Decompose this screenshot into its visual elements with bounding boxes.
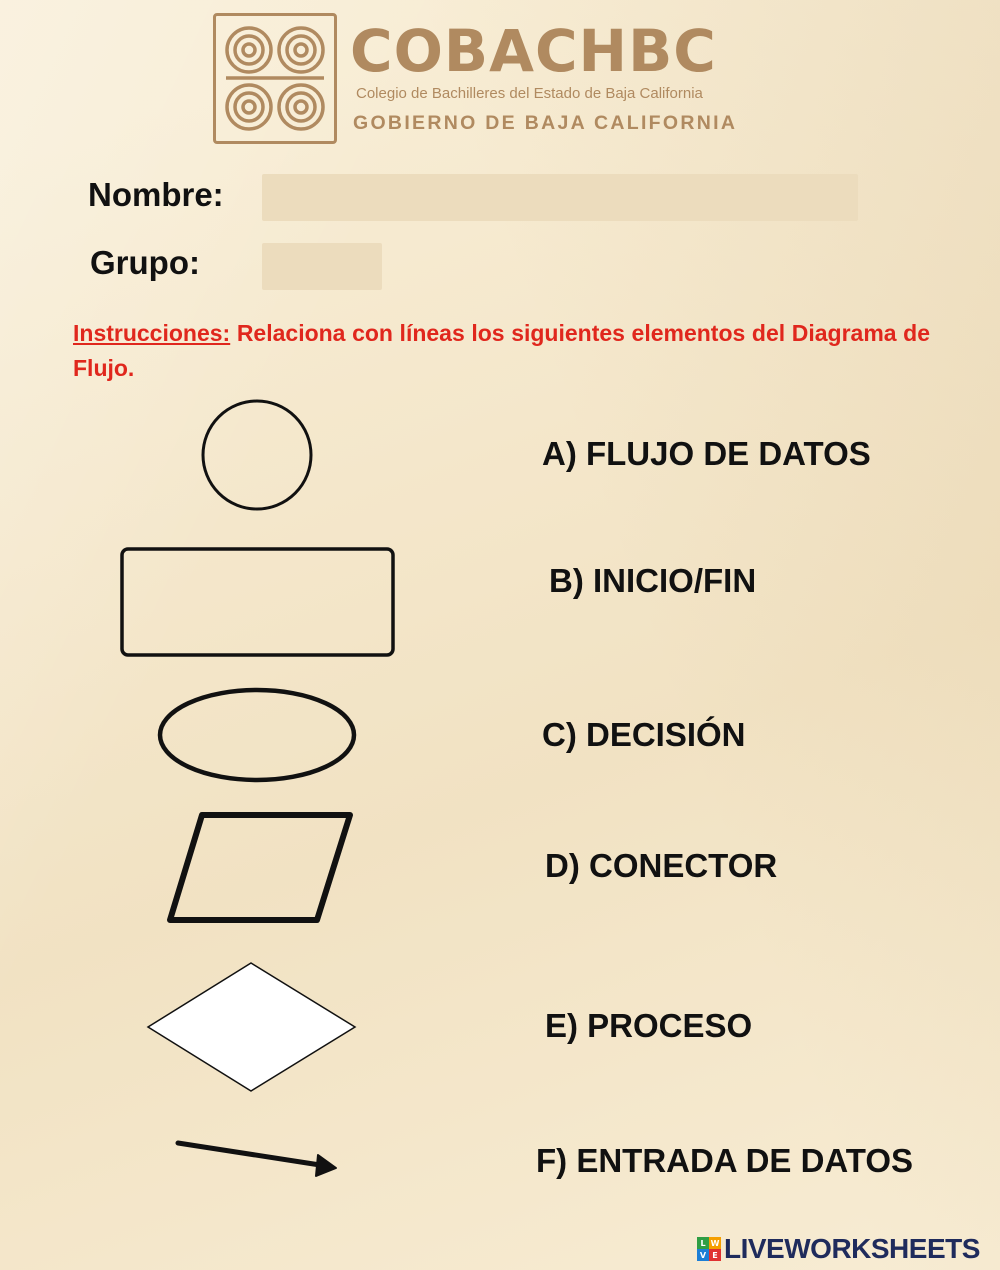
- parallelogram-shape: [170, 815, 350, 920]
- instructions-text: Relaciona con líneas los siguientes elementos del Diagrama de Flujo.: [73, 320, 930, 381]
- option-e[interactable]: E) PROCESO: [545, 1007, 753, 1044]
- option-a[interactable]: A) FLUJO DE DATOS: [542, 435, 871, 472]
- name-label: Nombre:: [88, 176, 224, 213]
- group-label: Grupo:: [90, 244, 200, 281]
- logo-subtitle: Colegio de Bachilleres del Estado de Baja California: [356, 85, 703, 102]
- instructions-label: Instrucciones:: [73, 320, 231, 346]
- option-b[interactable]: B) INICIO/FIN: [549, 562, 757, 599]
- option-f[interactable]: F) ENTRADA DE DATOS: [536, 1142, 914, 1179]
- liveworksheets-icon: L W V E: [697, 1237, 721, 1261]
- liveworksheets-text: LIVEWORKSHEETS: [724, 1233, 980, 1264]
- arrow-shape: [178, 1143, 336, 1176]
- rectangle-shape: [122, 549, 393, 655]
- circle-shape: [203, 401, 311, 509]
- logo-government: GOBIERNO DE BAJA CALIFORNIA: [353, 112, 738, 134]
- diamond-shape: [148, 963, 355, 1091]
- liveworksheets-watermark: [697, 1231, 980, 1267]
- ellipse-shape: [160, 690, 354, 780]
- option-c[interactable]: C) DECISIÓN: [542, 716, 746, 753]
- logo-title: COBACHBC: [350, 17, 717, 85]
- option-d[interactable]: D) CONECTOR: [545, 847, 778, 884]
